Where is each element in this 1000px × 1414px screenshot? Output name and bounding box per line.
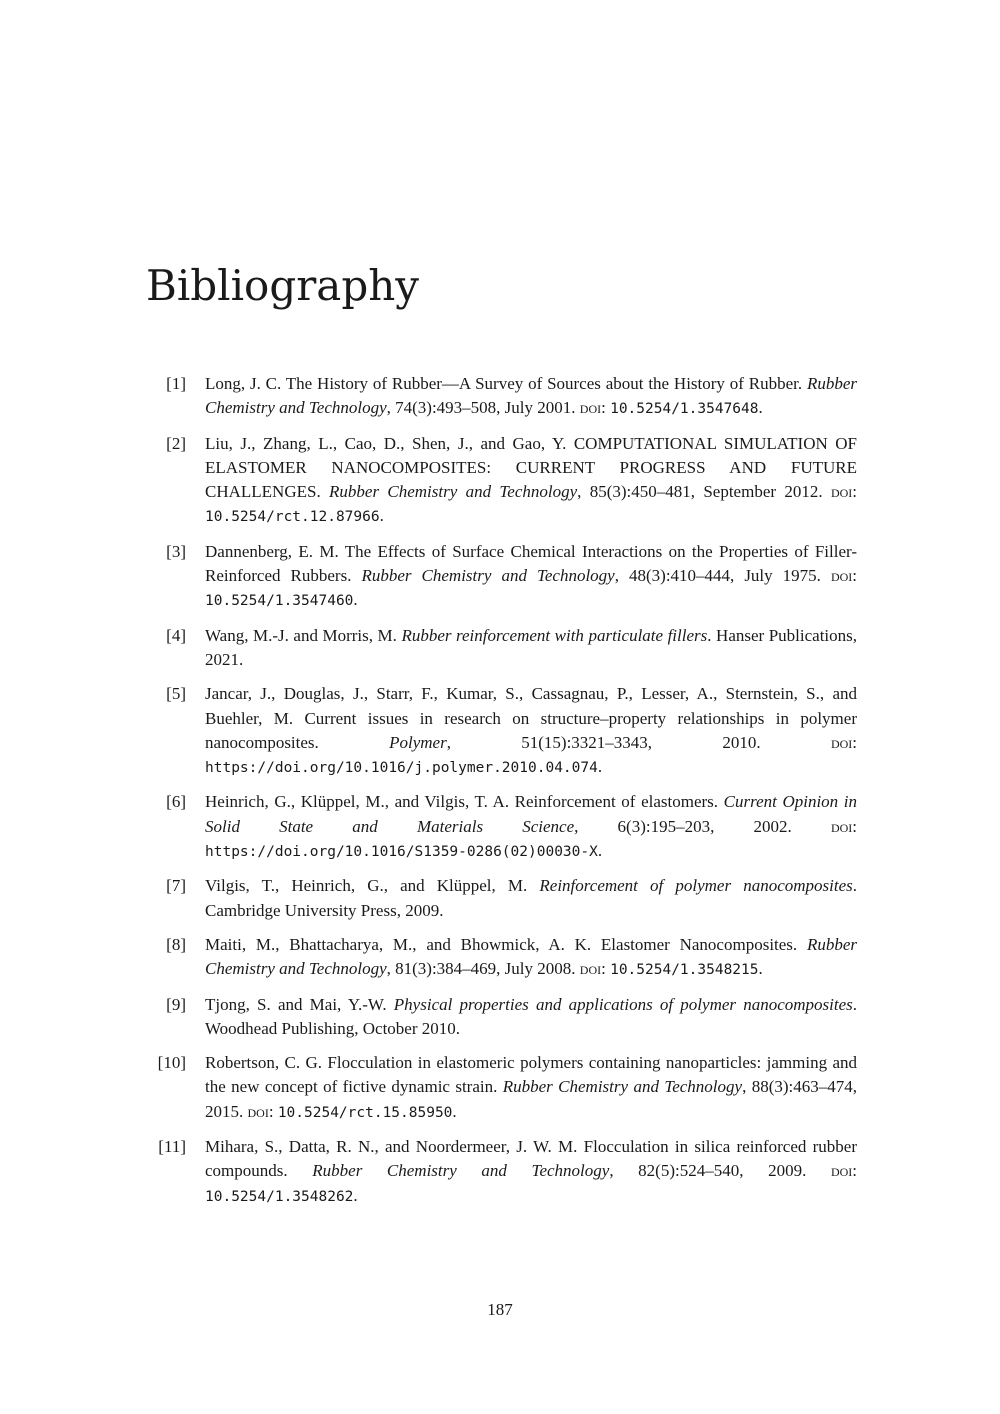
entry-details: . Woodhead Publishing, October 2010. <box>205 994 857 1038</box>
entry-details: , 88(3):463–474, 2015. <box>205 1077 858 1121</box>
entry-venue: Polymer <box>389 732 447 752</box>
entry-end: . <box>597 841 603 861</box>
entry-authors-title: Maiti, M., Bhattacharya, M., and Bhowmick, A. K. Elastomer Nanocomposites. <box>205 934 807 954</box>
entry-end: . <box>379 506 384 526</box>
bib-entry <box>0 790 1000 864</box>
doi-link[interactable]: 10.5254/1.3548215 <box>610 962 759 979</box>
entry-end: . <box>353 590 358 610</box>
entry-venue: Current Opinion in Solid State and Materials Science <box>205 792 857 836</box>
doi-separator: : <box>852 1161 858 1181</box>
bib-entry <box>0 874 1000 923</box>
entry-book-title: Physical properties and applications of polymer nanocomposites <box>393 994 853 1014</box>
entry-venue: Rubber Chemistry and Technology <box>502 1077 743 1097</box>
entry-text <box>205 432 857 530</box>
entry-authors: Tjong, S. and Mai, Y.-W. <box>205 994 394 1014</box>
doi-label: doi <box>579 959 602 979</box>
doi-label: doi <box>830 732 853 752</box>
doi-separator: : <box>601 398 611 418</box>
entry-details: , 6(3):195–203, 2002. <box>574 816 831 836</box>
entry-number: [11] <box>158 1137 186 1157</box>
doi-separator: : <box>852 482 857 502</box>
entry-details: , 82(5):524–540, 2009. <box>609 1161 831 1181</box>
doi-label: doi <box>830 816 853 836</box>
entry-details: , 85(3):450–481, September 2012. <box>577 482 831 502</box>
entry-venue: Rubber Chemistry and Technology <box>205 374 857 418</box>
doi-link[interactable]: 10.5254/rct.12.87966 <box>205 509 380 526</box>
bib-entry <box>0 933 1000 983</box>
doi-separator: : <box>852 566 858 586</box>
entry-text <box>205 682 857 780</box>
entry-text <box>205 933 857 983</box>
entry-authors: Wang, M.-J. and Morris, M. <box>205 625 402 645</box>
entry-details: . Hanser Publications, 2021. <box>205 625 858 669</box>
bib-entry <box>0 540 1000 614</box>
page-title: Bibliography <box>146 261 419 310</box>
doi-link[interactable]: 10.5254/1.3547648 <box>610 401 759 418</box>
entry-authors: Vilgis, T., Heinrich, G., and Klüppel, M. <box>205 876 540 896</box>
doi-label: doi <box>830 482 853 502</box>
doi-separator: : <box>268 1101 278 1121</box>
entry-number: [7] <box>166 876 186 896</box>
entry-number: [2] <box>166 433 186 453</box>
entry-text <box>205 874 857 923</box>
doi-link[interactable]: 10.5254/1.3548262 <box>205 1188 354 1205</box>
entry-number: [8] <box>166 934 186 954</box>
doi-separator: : <box>852 732 857 752</box>
entry-authors-title: Mihara, S., Datta, R. N., and Noordermeer, J. W. M. Flocculation in silica reinforced rubber compounds. <box>205 1137 857 1181</box>
doi-link[interactable]: 10.5254/rct.15.85950 <box>277 1104 453 1121</box>
bib-entry <box>0 372 1000 422</box>
entry-details: . Cambridge University Press, 2009. <box>205 876 857 920</box>
doi-label: doi <box>579 398 602 418</box>
entry-end: . <box>452 1101 457 1121</box>
entry-authors-title: Jancar, J., Douglas, J., Starr, F., Kumar, S., Cassagnau, P., Lesser, A., Sternstein, S., and Buehler, M. Current issues in research on structure–property relationships in polymer nanocomposites. <box>205 684 857 752</box>
doi-link[interactable]: https://doi.org/10.1016/j.polymer.2010.04.074 <box>205 760 598 777</box>
entry-authors-title: Robertson, C. G. Flocculation in elastomeric polymers containing nanoparticles: jamming and the new concept of fictive dynamic strain. <box>205 1053 857 1097</box>
entry-details: , 51(15):3321–3343, 2010. <box>446 732 831 752</box>
entry-venue: Rubber Chemistry and Technology <box>205 934 857 979</box>
entry-number: [3] <box>166 541 186 561</box>
doi-separator: : <box>601 959 611 979</box>
doi-link[interactable]: 10.5254/1.3547460 <box>205 593 354 610</box>
entry-venue: Rubber Chemistry and Technology <box>312 1161 610 1181</box>
entry-text <box>205 1135 857 1209</box>
entry-text <box>205 624 857 673</box>
entry-authors-title: Dannenberg, E. M. The Effects of Surface Chemical Interactions on the Properties of Filler-Reinforced Rubbers. <box>205 541 857 586</box>
doi-separator: : <box>852 816 858 836</box>
bib-entry <box>0 432 1000 530</box>
entry-number: [1] <box>166 374 186 393</box>
entry-authors-title: Long, J. C. The History of Rubber—A Survey of Sources about the History of Rubber. <box>205 374 807 393</box>
entry-text <box>205 540 857 614</box>
entry-book-title: Reinforcement of polymer nanocomposites <box>539 876 853 896</box>
entry-number: [9] <box>166 994 186 1014</box>
entry-end: . <box>353 1185 358 1205</box>
entry-venue: Rubber Chemistry and Technology <box>329 482 578 502</box>
bibliography-list <box>0 372 1000 1219</box>
bib-entry <box>0 1135 1000 1209</box>
doi-link[interactable]: https://doi.org/10.1016/S1359-0286(02)00030-X <box>205 844 598 861</box>
entry-text <box>205 1051 857 1125</box>
entry-number: [10] <box>157 1053 186 1073</box>
entry-details: , 48(3):410–444, July 1975. <box>614 566 831 586</box>
entry-venue: Rubber Chemistry and Technology <box>361 566 615 586</box>
bib-entry <box>0 624 1000 673</box>
entry-number: [5] <box>166 684 186 704</box>
bib-entry <box>0 993 1000 1042</box>
entry-text <box>205 372 857 422</box>
doi-label: doi <box>247 1101 269 1121</box>
doi-label: doi <box>830 566 853 586</box>
entry-end: . <box>758 959 763 979</box>
entry-details: , 74(3):493–508, July 2001. <box>386 398 580 418</box>
entry-authors-title: Liu, J., Zhang, L., Cao, D., Shen, J., and Gao, Y. COMPUTATIONAL SIMULATION OF ELASTOMER NANOCOMPOSITES: CURRENT PROGRESS AND FUTURE CHALLENGES. <box>205 433 857 502</box>
page-number: 187 <box>487 1300 513 1319</box>
bib-entry <box>0 682 1000 780</box>
entry-details: , 81(3):384–469, July 2008. <box>386 959 580 979</box>
entry-number: [6] <box>166 792 186 812</box>
bib-entry <box>0 1051 1000 1125</box>
entry-book-title: Rubber reinforcement with particulate fillers <box>401 625 708 645</box>
entry-text <box>205 790 857 864</box>
entry-text <box>205 993 857 1042</box>
entry-number: [4] <box>166 625 186 645</box>
entry-end: . <box>597 757 603 777</box>
doi-label: doi <box>830 1161 853 1181</box>
entry-authors-title: Heinrich, G., Klüppel, M., and Vilgis, T. A. Reinforcement of elastomers. <box>205 792 724 812</box>
entry-end: . <box>758 398 763 418</box>
